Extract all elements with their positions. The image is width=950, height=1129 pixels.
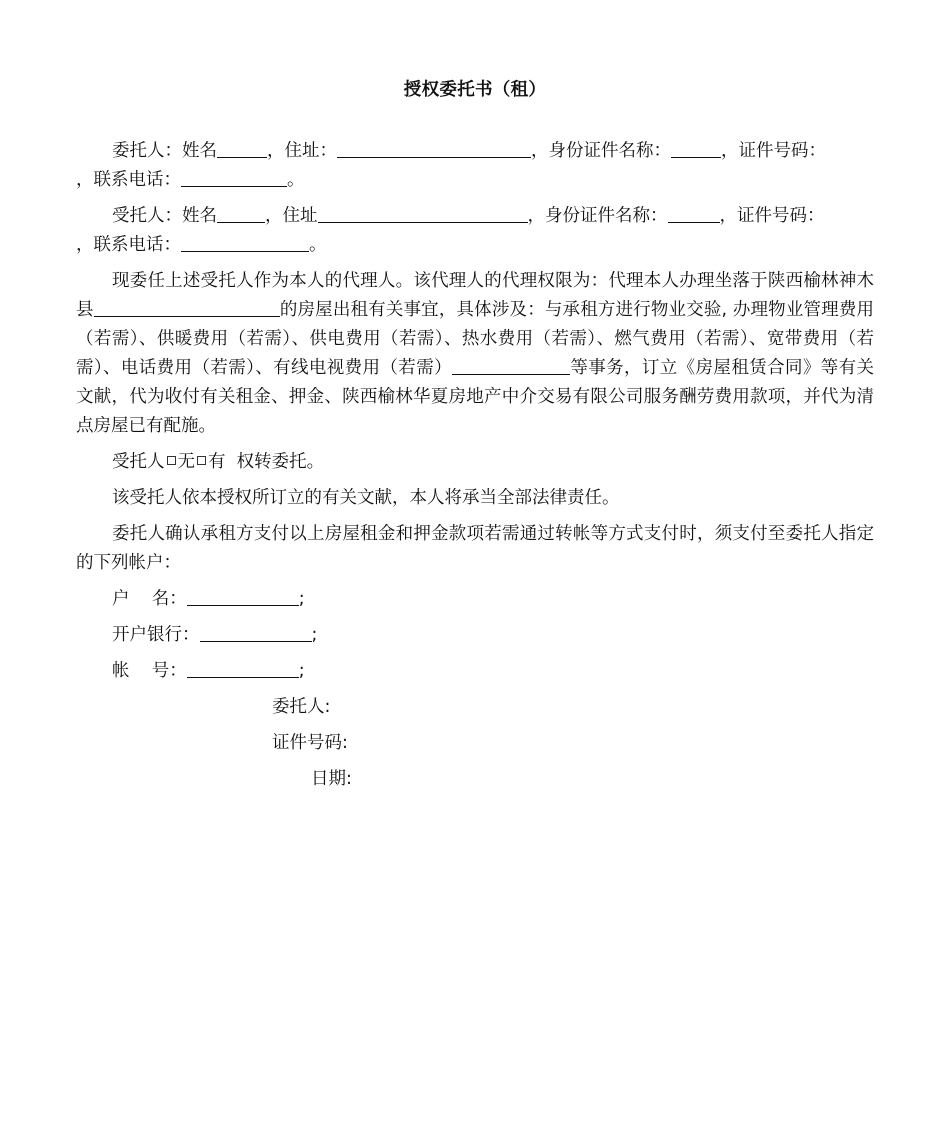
principal-name-label: 委托人：姓名 — [112, 141, 217, 161]
account-name-row — [76, 585, 874, 614]
agent-name-label: 受托人：姓名 — [112, 206, 217, 226]
authority-paragraph — [76, 267, 874, 441]
agent-line-end: 。 — [309, 235, 327, 255]
authority-text-part3: 等事务，订立《房屋租赁合同》等有关文献，代为收付有关租金、押金、陕西榆林华夏房地产中介交易有限公司服务酬劳费用款项，并代为清点房屋已有配施。 — [76, 358, 875, 436]
delegation-paragraph — [76, 448, 874, 477]
payment-note-paragraph: 委托人确认承租方支付以上房屋租金和押金款项若需通过转帐等方式支付时，须支付至委托人指定的下列帐户： — [76, 524, 874, 573]
account-number-label: 帐 号： — [112, 661, 187, 681]
property-address-field[interactable] — [94, 296, 280, 317]
delegation-no-label: 无 — [177, 452, 195, 472]
document-title: 授权委托书（租） — [403, 80, 547, 100]
delegation-yes-checkbox[interactable] — [197, 456, 206, 465]
agent-id-number-label: ，证件号码： — [719, 206, 825, 226]
agent-phone-label: ，联系电话： — [76, 235, 181, 255]
spacer — [76, 578, 874, 585]
principal-address-label: ，住址： — [267, 141, 337, 161]
spacer — [76, 260, 874, 267]
spacer — [76, 513, 874, 520]
spacer — [76, 614, 874, 621]
spacer — [76, 686, 874, 693]
agent-id-type-label: ，身份证件名称： — [527, 206, 668, 226]
agent-name-field[interactable] — [217, 202, 265, 223]
document-body — [76, 137, 874, 794]
signature-date: 日期: — [311, 769, 352, 789]
account-name-field[interactable] — [187, 585, 299, 606]
principal-phone-field[interactable] — [181, 166, 287, 187]
agent-address-field[interactable] — [318, 202, 528, 223]
delegation-prefix: 受托人 — [112, 452, 165, 472]
delegation-yes-label: 有 — [208, 452, 226, 472]
delegation-no-checkbox[interactable] — [167, 456, 176, 465]
bank-terminator: ; — [311, 625, 318, 645]
account-number-field[interactable] — [187, 657, 299, 678]
principal-id-type-label: ，身份证件名称： — [531, 141, 671, 161]
authority-text-part2: 的房屋出租有关事宜，具体涉及：与承租方进行物业交验, 办理物业管理费用（若需）、供暖费用（若需）、供电费用（若需）、热水费用（若需）、燃气费用（若需）、宽带费用（若需）、电话费用（若需）、有线电视费用（若需） — [76, 300, 875, 378]
bank-label: 开户银行： — [112, 625, 200, 645]
spacer — [76, 722, 874, 729]
principal-name-field[interactable] — [217, 137, 267, 158]
spacer — [76, 477, 874, 484]
spacer — [76, 650, 874, 657]
authority-text-part1: 现委任上述受托人作为本人的代理人。该代理人的代理权限为：代理本人办理坐落于陕西榆林神木县 — [76, 271, 874, 320]
agent-phone-field[interactable] — [181, 231, 309, 252]
delegation-suffix: 权转委托。 — [225, 452, 325, 472]
signature-id-number: 证件号码: — [272, 733, 348, 753]
spacer — [76, 758, 874, 765]
principal-id-number-label: ，证件号码： — [721, 141, 826, 161]
bank-row — [76, 621, 874, 650]
agent-address-label: ，住址 — [265, 206, 318, 226]
principal-line-end: 。 — [287, 170, 305, 190]
principal-id-type-field[interactable] — [671, 137, 721, 158]
account-name-label: 户 名： — [112, 589, 187, 609]
bank-field[interactable] — [200, 621, 312, 642]
principal-phone-label: ，联系电话： — [76, 170, 181, 190]
spacer — [76, 195, 874, 202]
account-number-terminator: ; — [298, 661, 305, 681]
agent-id-type-field[interactable] — [668, 202, 720, 223]
agent-paragraph — [76, 202, 874, 260]
account-number-row — [76, 657, 874, 686]
principal-address-field[interactable] — [337, 137, 531, 158]
spacer — [76, 441, 874, 448]
other-matters-field[interactable] — [452, 354, 570, 375]
signature-principal: 委托人: — [272, 697, 331, 717]
principal-paragraph — [76, 137, 874, 195]
liability-paragraph: 该受托人依本授权所订立的有关文献，本人将承当全部法律责任。 — [112, 488, 620, 508]
account-name-terminator: ; — [298, 589, 305, 609]
